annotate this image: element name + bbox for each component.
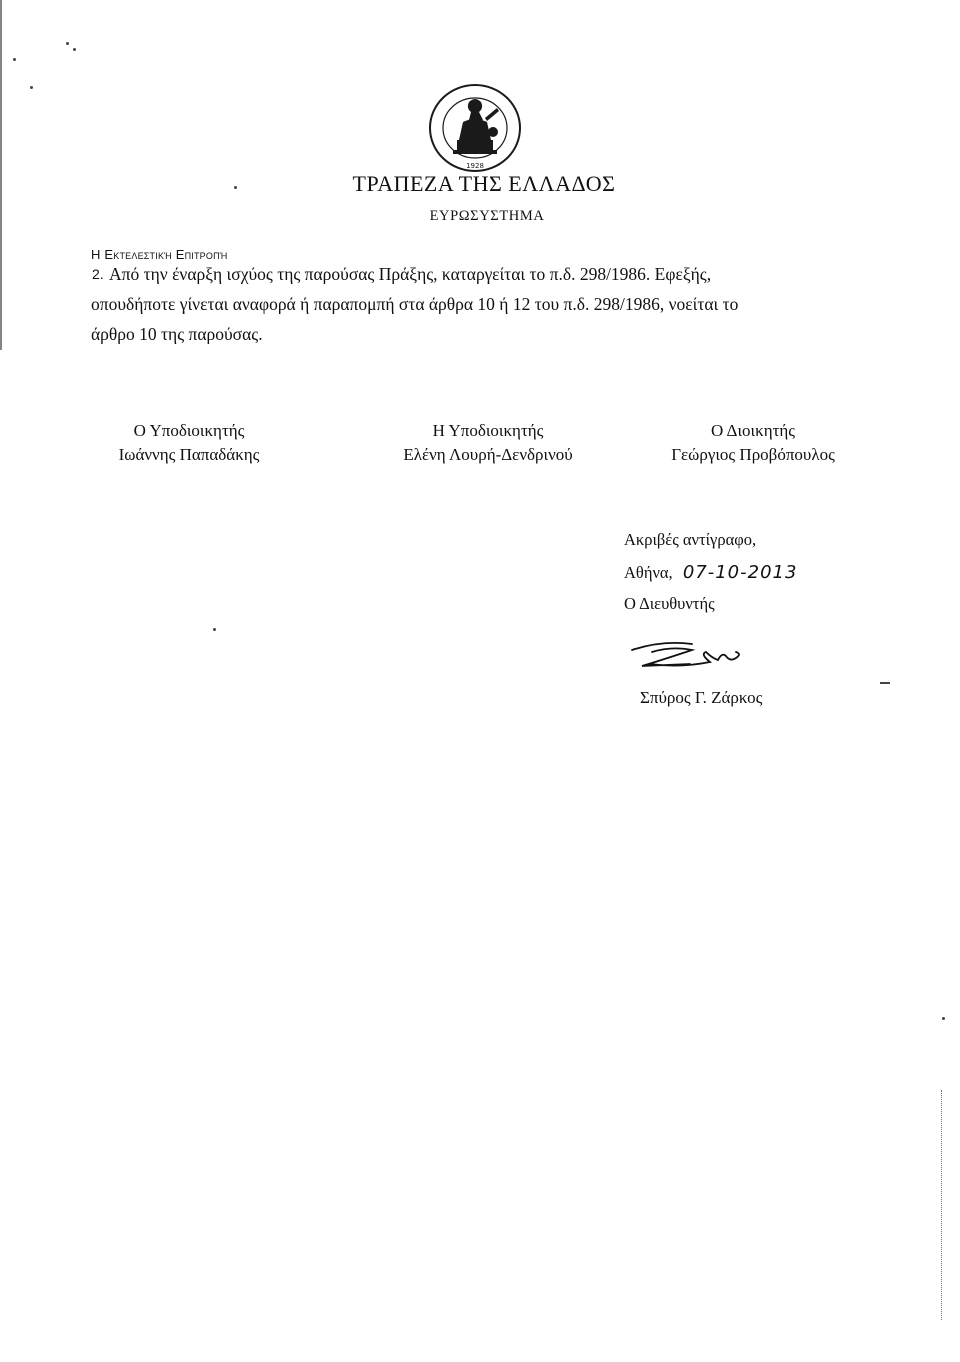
scan-speck — [942, 1017, 945, 1020]
scan-speck — [13, 58, 16, 61]
article-line-2: οπουδήποτε γίνεται αναφορά ή παραπομπή στα άρθρα 10 ή 12 του π.δ. 298/1986, νοείται το — [91, 294, 739, 314]
signatory-deputy-governor-1 — [84, 419, 294, 467]
exact-copy-label: Ακριβές αντίγραφο, — [624, 530, 757, 549]
handwritten-date: 07-10-2013 — [682, 562, 798, 583]
signatory-governor — [633, 419, 873, 467]
scan-speck — [73, 48, 76, 51]
signatory-name: Ιωάννης Παπαδάκης — [118, 445, 260, 464]
seal-year: 1928 — [466, 162, 484, 170]
article-line-3: άρθρο 10 της παρούσας. — [91, 324, 263, 344]
handwritten-signature — [622, 630, 772, 686]
eurosystem-subtitle: ΕΥΡΩΣΥΣΤΗΜΑ — [429, 208, 545, 224]
article-number: 2. — [92, 266, 104, 282]
signatory-name: Ελένη Λουρή-Δενδρινού — [403, 445, 573, 464]
signatory-role: Ο Διοικητής — [710, 421, 796, 440]
signatory-role: Ο Υποδιοικητής — [133, 421, 245, 440]
scan-edge-noise — [941, 1090, 943, 1320]
signatory-deputy-governor-2 — [338, 419, 638, 467]
bank-title: ΤΡΑΠΕΖΑ ΤΗΣ ΕΛΛΑΔΟΣ — [352, 171, 616, 196]
director-role: Ο Διευθυντής — [624, 594, 715, 613]
place-label: Αθήνα, — [624, 563, 673, 582]
article-line-1: 2. Από την έναρξη ισχύος της παρούσας Πράξης, καταργείται το π.δ. 298/1986. Εφεξής, — [109, 261, 854, 288]
scan-speck — [213, 628, 216, 631]
scan-speck — [30, 86, 33, 89]
executive-committee-label: Η Εκτελεστική Επιτροπή — [91, 247, 228, 262]
signatory-role: Η Υποδιοικητής — [432, 421, 544, 440]
place-date-line — [624, 562, 797, 583]
director-name: Σπύρος Γ. Ζάρκος — [640, 688, 763, 707]
signatory-name: Γεώργιος Προβόπουλος — [671, 445, 835, 464]
scan-speck — [880, 682, 890, 684]
bank-of-greece-seal-icon — [427, 82, 523, 174]
scan-speck — [66, 42, 69, 45]
